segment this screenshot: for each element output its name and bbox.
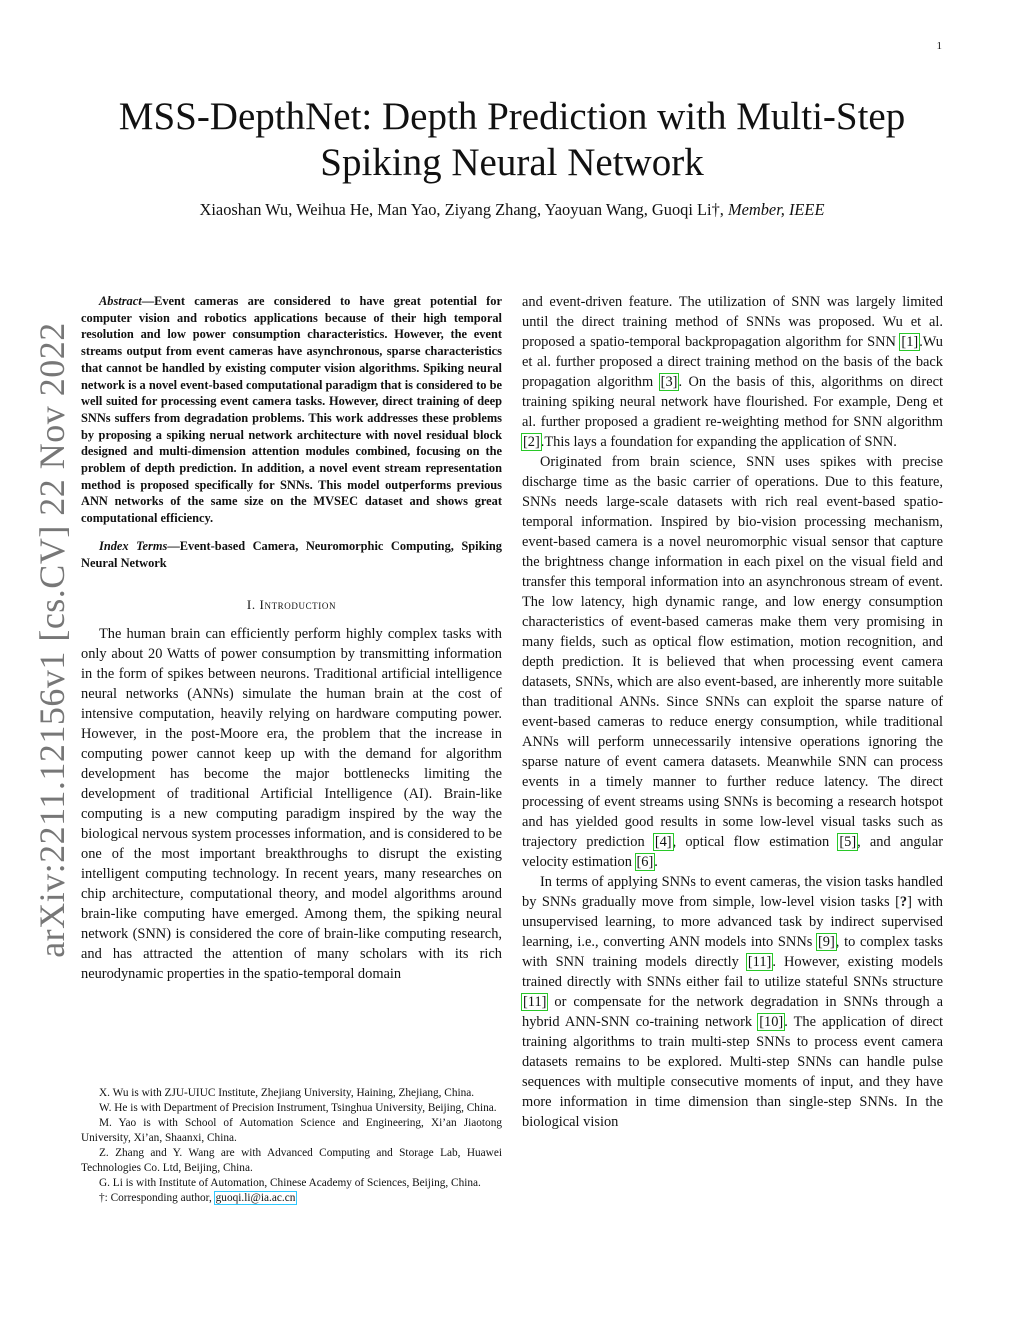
footnote-he: W. He is with Department of Precision Instrument, Tsinghua University, Beijing, China. <box>99 1102 497 1114</box>
unresolved-citation: ? <box>899 894 908 910</box>
section-heading-introduction <box>81 595 502 615</box>
left-column <box>81 293 502 984</box>
citation-link[interactable]: [4] <box>654 834 672 850</box>
citation-link[interactable]: [10] <box>759 1014 784 1030</box>
text-run: . On the basis of this, algorithms on direct training spiking neural network have flourished. For example, Deng et al. further proposed a gradient re-weighting method for SNN algorithm <box>522 374 943 430</box>
abstract-text: —Event cameras are considered to have great potential for computer vision and robotics applications because of their high temporal resolution and low power consumption characteristics. However, the event streams output from event cameras have asynchronous, sparse characteristics that cannot be handled by existing computer vision algorithms. Spiking neural network is a novel event-based computational paradigm that is considered to be well suited for processing event camera tasks. However, direct training of deep SNNs suffers from degradation problems. This work addresses these problems by proposing a spiking nerual network architecture with novel residual block designed and multi-dimension attention modules combined, focusing on the problem of depth prediction. In addition, a novel event stream representation method is proposed specifically for SNNs. This model outperforms previous ANN networks of the same size on the MVSEC dataset and shows great computational efficiency. <box>81 294 502 526</box>
citation-link[interactable]: [5] <box>839 834 857 850</box>
footnote-li: G. Li is with Institute of Automation, Chinese Academy of Sciences, Beijing, China. <box>99 1177 481 1189</box>
authors-names: Xiaoshan Wu, Weihua He, Man Yao, Ziyang Zhang, Yaoyuan Wang, Guoqi Li†, <box>199 200 724 219</box>
citation-link[interactable]: [2] <box>523 434 540 450</box>
authors-member: Member, IEEE <box>727 200 825 219</box>
text-run: Originated from brain science, SNN uses spikes with precise discharge time as the basic carrier of operations. Due to this feature, SNNs needs large-scale datasets with rich real event-based spatio-temporal information. Inspired by bio-vision processing mechanism, event-based camera is a novel neuromorphic visual sensor that capture the brightness change information in each pixel on the visual field and transfer this temporal information into an asynchronous stream of event. The low latency, high dynamic range, and low energy consumption characteristics of event-based cameras make them very promising in many fields, such as optical flow estimation, motion recognition, and depth prediction. It is believed that when processing event camera datasets, SNNs, which are also event-based, are inherently more suitable than traditional ANNs. Since SNNs can exploit the sparse nature of event-based cameras to reduce energy consumption, while traditional ANNs will perform unnecessarily intensive operations ignoring the sparse nature of event camera datasets. Meanwhile SNN can process events in a timely manner to further reduce latency. The direct processing of event streams using SNNs is becoming a research hotspot and has yielded good results in some low-level visual tasks such as trajectory prediction <box>522 454 943 850</box>
right-column <box>522 292 943 1132</box>
text-run: .This lays a foundation for expanding the application of SNN. <box>540 434 897 450</box>
title-line-1: MSS-DepthNet: Depth Prediction with Multi-Step <box>118 95 906 138</box>
corresponding-author-label: †: Corresponding author, <box>99 1192 212 1204</box>
text-run: .Wu et al. further proposed a direct training method on the basis of the back propagation algorithm <box>522 334 943 390</box>
footnote-corresponding <box>81 1191 502 1206</box>
citation-link[interactable]: [6] <box>636 854 654 870</box>
text-run: or compensate for the network degradation in SNNs through a hybrid ANN-SNN co-training network <box>522 994 943 1030</box>
text-run: , and angular velocity estimation <box>522 834 943 870</box>
arxiv-stamp: arXiv:2211.12156v1 [cs.CV] 22 Nov 2022 <box>32 322 72 958</box>
right-paragraph-2 <box>522 452 943 872</box>
text-run: In terms of applying SNNs to event cameras, the vision tasks handled by SNNs gradually move from simple, low-level vision tasks [ <box>522 874 943 910</box>
footnote-wu: X. Wu is with ZJU-UIUC Institute, Zhejiang University, Haining, Zhejiang, China. <box>99 1087 475 1099</box>
abstract <box>81 293 502 527</box>
index-terms-label: Index Terms <box>99 538 168 553</box>
citation-link[interactable]: [9] <box>818 934 835 950</box>
citation-link[interactable]: [1] <box>901 334 919 350</box>
page-number: 1 <box>936 40 942 52</box>
section-title: Introduction <box>259 597 337 613</box>
footnote-yao: M. Yao is with School of Automation Science and Engineering, Xi’an Jiaotong University, Xi’an, Shaanxi, China. <box>81 1117 502 1144</box>
text-run: , optical flow estimation <box>672 834 839 850</box>
paper-title <box>60 94 964 186</box>
author-list <box>60 200 964 220</box>
index-terms-text: —Event-based Camera, Neuromorphic Computing, Spiking Neural Network <box>81 538 502 570</box>
citation-link[interactable]: [3] <box>660 374 678 390</box>
footnote-zhang-wang: Z. Zhang and Y. Wang are with Advanced Computing and Storage Lab, Huawei Technologies Co. Ltd, Beijing, China. <box>81 1147 502 1174</box>
text-run: and event-driven feature. The utilization of SNN was largely limited until the direct training method of SNNs was proposed. Wu et al. proposed a spatio-temporal backpropagation algorithm for SNN <box>522 294 943 350</box>
text-run: , to complex tasks with SNN training models directly <box>522 934 943 970</box>
text-run: . However, existing models trained directly with SNNs either fail to utilize stateful SNNs structure <box>522 954 943 990</box>
text-run: . <box>654 854 658 870</box>
abstract-label: Abstract <box>99 294 142 308</box>
text-run: ] with unsupervised learning, to more advanced task by indirect supervised learning, i.e., converting ANN models into SNNs <box>522 894 943 950</box>
text-run: . The application of direct training algorithms to train multi-step SNNs to process event camera datasets remains to be explored. Multi-step SNNs can handle pulse sequences with multiple consecutive moments of input, and they have more information in time dimension than single-step SNNs. In the biological vision <box>522 1014 943 1130</box>
citation-link[interactable]: [11] <box>747 954 772 970</box>
citation-link[interactable]: [11] <box>523 994 547 1010</box>
index-terms <box>81 538 502 571</box>
footnotes <box>81 1086 502 1206</box>
right-paragraph-1 <box>522 292 943 452</box>
title-line-2: Spiking Neural Network <box>320 141 704 184</box>
section-number: I. <box>246 597 256 613</box>
right-paragraph-3 <box>522 872 943 1132</box>
intro-paragraph-1: The human brain can efficiently perform highly complex tasks with only about 20 Watts of power consumption by transmitting information in the form of spikes between neurons. Traditional artificial intelligence neural networks (ANNs) simulate the human brain at the cost of intensive computation, heavily relying on hardware computing power. However, in the post-Moore era, the problem that the increase in computing power cannot keep up with the demand for algorithm development has become the major bottlenecks limiting the development of traditional Artificial Intelligence (AI). Brain-like computing is a new computing paradigm inspired by the way the biological nervous system processes information, and is considered to be one of the most important breakthroughs to disrupt the existing intelligent computing technology. In recent years, many researches on chip architecture, computational theory, and model algorithms around brain-like computing have emerged. Among them, the spiking neural network (SNN) is considered the core of brain-like computing research, and has attracted the attention of many scholars with its rich neurodynamic properties in the spatio-temporal domain <box>81 626 502 983</box>
email-link[interactable]: guoqi.li@ia.ac.cn <box>215 1192 296 1204</box>
